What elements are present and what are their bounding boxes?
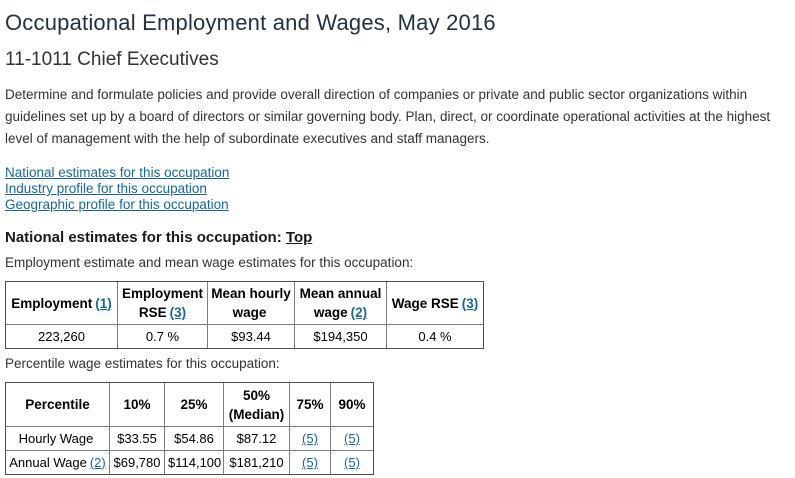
footnote-5-link[interactable]: (5) <box>344 455 360 470</box>
p90-header: 90% <box>331 383 374 427</box>
row-label-text: Annual Wage <box>9 455 87 470</box>
mean-hourly-wage-header <box>208 282 295 325</box>
mean-hourly-wage-value: $93.44 <box>208 325 295 349</box>
employment-value: 223,260 <box>6 325 118 349</box>
national-estimates-heading <box>5 229 790 246</box>
hourly-p10-value: $33.55 <box>110 427 165 451</box>
percentile-header: Percentile <box>6 383 110 427</box>
employment-rse-header <box>118 282 208 325</box>
header-text: Employment <box>11 295 93 311</box>
employment-header <box>6 282 118 325</box>
percentile-table-header-row <box>6 383 374 427</box>
employment-table-caption: Employment estimate and mean wage estimates for this occupation: <box>5 255 414 270</box>
footnote-1-link[interactable]: (1) <box>95 295 112 311</box>
industry-profile-link[interactable]: Industry profile for this occupation <box>5 181 207 196</box>
annual-wage-row <box>6 451 374 475</box>
header-text: Employment RSE <box>121 286 203 320</box>
header-text: Mean annual wage <box>299 286 382 320</box>
p50-median-header: 50% (Median) <box>224 383 290 427</box>
footnote-5-link[interactable]: (5) <box>302 455 318 470</box>
row-label-text: Hourly Wage <box>18 431 94 446</box>
annual-p90-cell <box>331 451 374 475</box>
header-text: Mean hourly wage <box>211 286 291 320</box>
annual-wage-label <box>6 451 110 475</box>
employment-wage-table <box>5 281 484 349</box>
employment-rse-value: 0.7 % <box>118 325 208 349</box>
p10-header: 10% <box>110 383 165 427</box>
mean-annual-wage-header <box>295 282 387 325</box>
occupation-nav-links <box>5 165 790 213</box>
hourly-p75-cell <box>290 427 331 451</box>
footnote-2-link[interactable]: (2) <box>350 305 368 320</box>
occupation-title: 11-1011 Chief Executives <box>5 49 219 70</box>
geographic-profile-link[interactable]: Geographic profile for this occupation <box>5 197 229 212</box>
footnote-3-link[interactable]: (3) <box>461 295 479 311</box>
hourly-wage-label <box>6 427 110 451</box>
top-link[interactable]: Top <box>285 229 313 246</box>
p75-header: 75% <box>290 383 331 427</box>
employment-table-header-row <box>6 282 484 325</box>
mean-annual-wage-value: $194,350 <box>295 325 387 349</box>
footnote-5-link[interactable]: (5) <box>344 431 360 446</box>
hourly-p25-value: $54.86 <box>165 427 224 451</box>
annual-p10-value: $69,780 <box>110 451 165 475</box>
hourly-wage-row <box>6 427 374 451</box>
footnote-2-link[interactable]: (2) <box>89 455 106 470</box>
footnote-5-link[interactable]: (5) <box>302 431 318 446</box>
employment-table-data-row <box>6 325 484 349</box>
annual-p25-value: $114,100 <box>165 451 224 475</box>
annual-p50-value: $181,210 <box>224 451 290 475</box>
p25-header: 25% <box>165 383 224 427</box>
hourly-p90-cell <box>331 427 374 451</box>
percentile-table-caption: Percentile wage estimates for this occupation: <box>5 356 280 371</box>
annual-p75-cell <box>290 451 331 475</box>
header-text: Wage RSE <box>391 295 459 311</box>
percentile-wage-table <box>5 382 374 475</box>
national-estimates-link[interactable]: National estimates for this occupation <box>5 165 230 180</box>
section-heading-text: National estimates for this occupation: <box>5 229 286 246</box>
footnote-3-link[interactable]: (3) <box>169 305 187 320</box>
page-title: Occupational Employment and Wages, May 2016 <box>5 10 496 35</box>
hourly-p50-value: $87.12 <box>224 427 290 451</box>
occupation-description: Determine and formulate policies and provide overall direction of companies or private and public sector organizations within guidelines set up by a board of directors or similar governing body. Plan, direct, or coordinate operational activities at the highest level of management with the help of subordinate executives and staff managers. <box>5 87 771 146</box>
wage-rse-header <box>387 282 484 325</box>
wage-rse-value: 0.4 % <box>387 325 484 349</box>
